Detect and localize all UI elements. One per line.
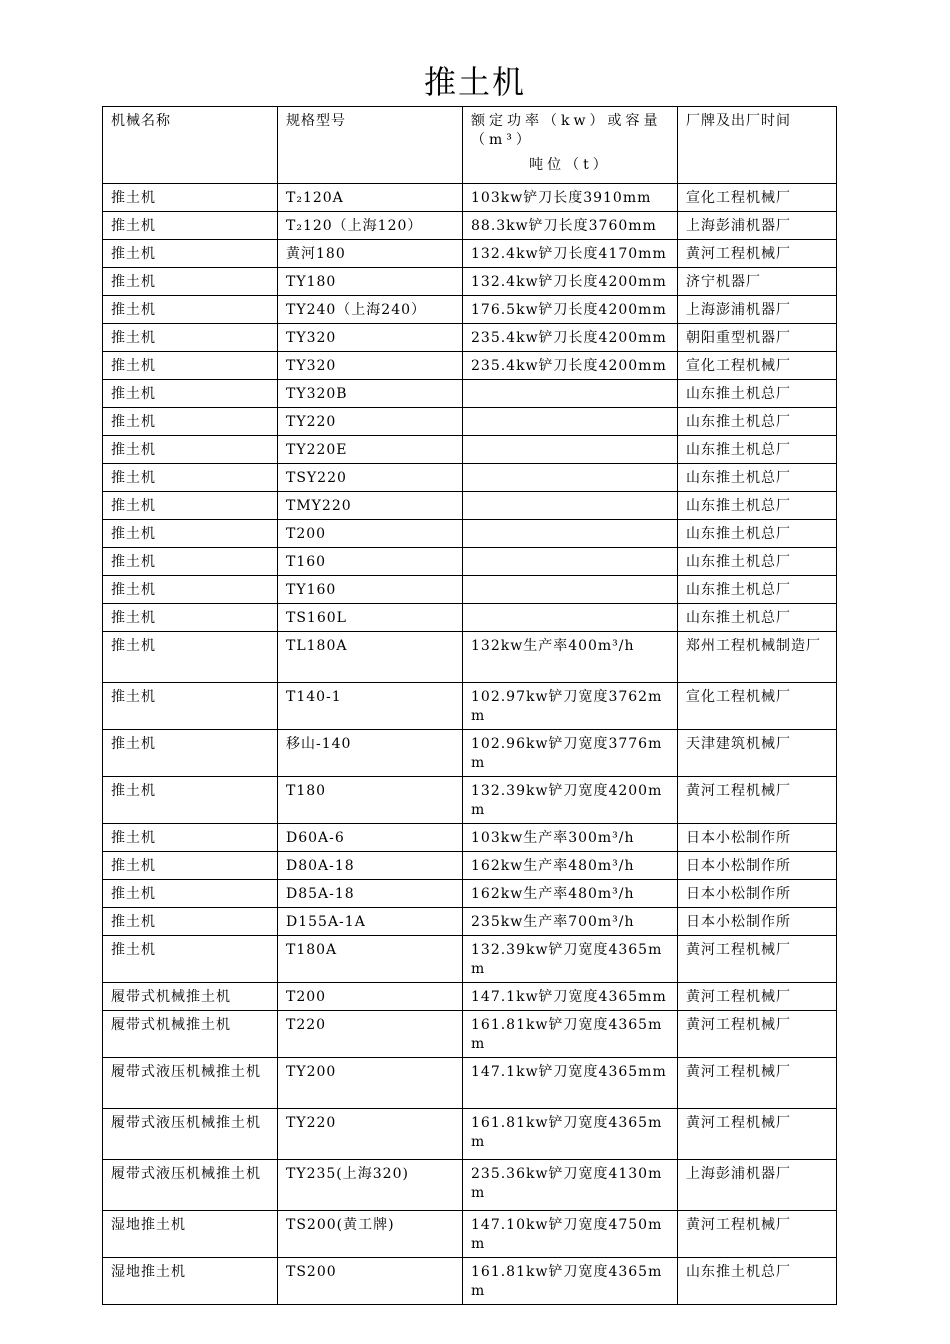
table-row <box>103 212 837 240</box>
cell-machine-name: 湿地推土机 <box>103 1258 278 1305</box>
table-row <box>103 1058 837 1109</box>
cell-power: 162kw生产率480m³/h <box>463 880 678 908</box>
cell-model: D85A-18 <box>278 880 463 908</box>
cell-model: T220 <box>278 1011 463 1058</box>
cell-power <box>463 408 678 436</box>
cell-model: T200 <box>278 520 463 548</box>
cell-model: T160 <box>278 548 463 576</box>
table-row <box>103 352 837 380</box>
cell-manufacturer: 山东推土机总厂 <box>678 520 837 548</box>
cell-power <box>463 380 678 408</box>
cell-model: T₂120A <box>278 184 463 212</box>
cell-power: 235.36kw铲刀宽度4130mm <box>463 1160 678 1211</box>
cell-manufacturer: 山东推土机总厂 <box>678 604 837 632</box>
cell-manufacturer: 山东推土机总厂 <box>678 380 837 408</box>
table-row <box>103 1160 837 1211</box>
cell-power: 102.97kw铲刀宽度3762mm <box>463 683 678 730</box>
cell-manufacturer: 黄河工程机械厂 <box>678 1058 837 1109</box>
table-row <box>103 777 837 824</box>
cell-model: TSY220 <box>278 464 463 492</box>
cell-power: 132kw生产率400m³/h <box>463 632 678 683</box>
cell-machine-name: 履带式液压机械推土机 <box>103 1109 278 1160</box>
cell-machine-name: 推土机 <box>103 520 278 548</box>
cell-model: TY320 <box>278 352 463 380</box>
cell-machine-name: 推土机 <box>103 824 278 852</box>
cell-power: 102.96kw铲刀宽度3776mm <box>463 730 678 777</box>
cell-power: 176.5kw铲刀长度4200mm <box>463 296 678 324</box>
cell-power: 132.39kw铲刀宽度4365mm <box>463 936 678 983</box>
cell-power: 161.81kw铲刀宽度4365mm <box>463 1109 678 1160</box>
cell-manufacturer: 上海彭浦机器厂 <box>678 1160 837 1211</box>
table-row <box>103 908 837 936</box>
cell-power: 147.10kw铲刀宽度4750mm <box>463 1211 678 1258</box>
table-row <box>103 492 837 520</box>
cell-model: D155A-1A <box>278 908 463 936</box>
cell-model: TMY220 <box>278 492 463 520</box>
cell-manufacturer: 济宁机器厂 <box>678 268 837 296</box>
cell-model: TY200 <box>278 1058 463 1109</box>
cell-manufacturer: 山东推土机总厂 <box>678 408 837 436</box>
cell-manufacturer: 朝阳重型机器厂 <box>678 324 837 352</box>
cell-manufacturer: 上海澎浦机器厂 <box>678 296 837 324</box>
cell-model: TY180 <box>278 268 463 296</box>
cell-power: 132.4kw铲刀长度4170mm <box>463 240 678 268</box>
cell-power: 161.81kw铲刀宽度4365mm <box>463 1011 678 1058</box>
cell-machine-name: 湿地推土机 <box>103 1211 278 1258</box>
table-row <box>103 880 837 908</box>
cell-power: 103kw铲刀长度3910mm <box>463 184 678 212</box>
table-row <box>103 632 837 683</box>
header-machine-name: 机械名称 <box>103 107 278 184</box>
cell-machine-name: 推土机 <box>103 576 278 604</box>
cell-manufacturer: 黄河工程机械厂 <box>678 983 837 1011</box>
cell-manufacturer: 山东推土机总厂 <box>678 464 837 492</box>
cell-machine-name: 推土机 <box>103 296 278 324</box>
cell-manufacturer: 日本小松制作所 <box>678 852 837 880</box>
cell-manufacturer: 日本小松制作所 <box>678 908 837 936</box>
table-header-row <box>103 107 837 184</box>
cell-model: T180 <box>278 777 463 824</box>
cell-machine-name: 推土机 <box>103 212 278 240</box>
cell-model: T140-1 <box>278 683 463 730</box>
cell-power: 147.1kw铲刀宽度4365mm <box>463 1058 678 1109</box>
page-title: 推土机 <box>423 63 526 101</box>
table-row <box>103 824 837 852</box>
table-row <box>103 548 837 576</box>
cell-model: 黄河180 <box>278 240 463 268</box>
cell-model: TY240（上海240） <box>278 296 463 324</box>
table-row <box>103 520 837 548</box>
cell-machine-name: 推土机 <box>103 936 278 983</box>
table-row <box>103 683 837 730</box>
cell-manufacturer: 山东推土机总厂 <box>678 1258 837 1305</box>
table-row <box>103 1011 837 1058</box>
table-row <box>103 436 837 464</box>
table-row <box>103 1258 837 1305</box>
header-tonnage: 吨位（t） <box>529 157 611 173</box>
cell-model: TY220E <box>278 436 463 464</box>
table-row <box>103 184 837 212</box>
cell-machine-name: 推土机 <box>103 548 278 576</box>
header-manufacturer: 厂牌及出厂时间 <box>678 107 837 184</box>
cell-model: TY235(上海320) <box>278 1160 463 1211</box>
cell-model: TS200 <box>278 1258 463 1305</box>
table-row <box>103 324 837 352</box>
cell-power <box>463 576 678 604</box>
cell-machine-name: 履带式机械推土机 <box>103 983 278 1011</box>
cell-machine-name: 推土机 <box>103 324 278 352</box>
cell-power: 161.81kw铲刀宽度4365mm <box>463 1258 678 1305</box>
table-row <box>103 1211 837 1258</box>
cell-model: T₂120（上海120） <box>278 212 463 240</box>
cell-manufacturer: 郑州工程机械制造厂 <box>678 632 837 683</box>
cell-machine-name: 推土机 <box>103 268 278 296</box>
cell-power <box>463 520 678 548</box>
cell-manufacturer: 山东推土机总厂 <box>678 492 837 520</box>
cell-power: 235.4kw铲刀长度4200mm <box>463 352 678 380</box>
table-row <box>103 268 837 296</box>
header-power-line1: 额定功率（kw）或容量（m³） <box>471 113 662 148</box>
cell-model: TS160L <box>278 604 463 632</box>
table-row <box>103 240 837 268</box>
cell-machine-name: 推土机 <box>103 777 278 824</box>
cell-model: D80A-18 <box>278 852 463 880</box>
cell-model: T200 <box>278 983 463 1011</box>
cell-manufacturer: 山东推土机总厂 <box>678 548 837 576</box>
cell-machine-name: 推土机 <box>103 436 278 464</box>
table-row <box>103 983 837 1011</box>
cell-power <box>463 436 678 464</box>
cell-machine-name: 推土机 <box>103 408 278 436</box>
cell-machine-name: 推土机 <box>103 380 278 408</box>
cell-machine-name: 推土机 <box>103 492 278 520</box>
cell-manufacturer: 宣化工程机械厂 <box>678 683 837 730</box>
cell-power: 103kw生产率300m³/h <box>463 824 678 852</box>
table-row <box>103 936 837 983</box>
cell-model: 移山-140 <box>278 730 463 777</box>
cell-model: D60A-6 <box>278 824 463 852</box>
cell-machine-name: 推土机 <box>103 604 278 632</box>
cell-power: 147.1kw铲刀宽度4365mm <box>463 983 678 1011</box>
table-row <box>103 576 837 604</box>
cell-manufacturer: 黄河工程机械厂 <box>678 1109 837 1160</box>
cell-power <box>463 492 678 520</box>
cell-power: 235.4kw铲刀长度4200mm <box>463 324 678 352</box>
table-row <box>103 852 837 880</box>
cell-machine-name: 推土机 <box>103 880 278 908</box>
bulldozer-table <box>102 106 837 1305</box>
table-row <box>103 464 837 492</box>
table-row <box>103 380 837 408</box>
cell-model: TY220 <box>278 1109 463 1160</box>
cell-manufacturer: 山东推土机总厂 <box>678 436 837 464</box>
table-row <box>103 296 837 324</box>
cell-manufacturer: 日本小松制作所 <box>678 824 837 852</box>
cell-power <box>463 548 678 576</box>
cell-machine-name: 推土机 <box>103 184 278 212</box>
cell-manufacturer: 山东推土机总厂 <box>678 576 837 604</box>
header-power-capacity <box>463 107 678 184</box>
cell-power: 132.4kw铲刀长度4200mm <box>463 268 678 296</box>
cell-manufacturer: 黄河工程机械厂 <box>678 240 837 268</box>
cell-machine-name: 推土机 <box>103 852 278 880</box>
cell-manufacturer: 黄河工程机械厂 <box>678 1011 837 1058</box>
cell-manufacturer: 上海彭浦机器厂 <box>678 212 837 240</box>
cell-manufacturer: 黄河工程机械厂 <box>678 1211 837 1258</box>
cell-model: TL180A <box>278 632 463 683</box>
cell-model: TY320 <box>278 324 463 352</box>
cell-manufacturer: 黄河工程机械厂 <box>678 777 837 824</box>
table-row <box>103 730 837 777</box>
cell-power: 162kw生产率480m³/h <box>463 852 678 880</box>
cell-machine-name: 推土机 <box>103 908 278 936</box>
cell-machine-name: 履带式机械推土机 <box>103 1011 278 1058</box>
cell-power: 235kw生产率700m³/h <box>463 908 678 936</box>
cell-manufacturer: 宣化工程机械厂 <box>678 184 837 212</box>
cell-machine-name: 推土机 <box>103 632 278 683</box>
cell-machine-name: 履带式液压机械推土机 <box>103 1058 278 1109</box>
header-model: 规格型号 <box>278 107 463 184</box>
cell-machine-name: 推土机 <box>103 240 278 268</box>
cell-manufacturer: 宣化工程机械厂 <box>678 352 837 380</box>
cell-manufacturer: 黄河工程机械厂 <box>678 936 837 983</box>
cell-power: 88.3kw铲刀长度3760mm <box>463 212 678 240</box>
cell-model: TY320B <box>278 380 463 408</box>
cell-power: 132.39kw铲刀宽度4200mm <box>463 777 678 824</box>
cell-machine-name: 推土机 <box>103 352 278 380</box>
cell-power <box>463 604 678 632</box>
cell-model: T180A <box>278 936 463 983</box>
cell-machine-name: 履带式液压机械推土机 <box>103 1160 278 1211</box>
cell-model: TY220 <box>278 408 463 436</box>
table-row <box>103 1109 837 1160</box>
table-row <box>103 408 837 436</box>
cell-machine-name: 推土机 <box>103 730 278 777</box>
cell-manufacturer: 天津建筑机械厂 <box>678 730 837 777</box>
cell-manufacturer: 日本小松制作所 <box>678 880 837 908</box>
cell-power <box>463 464 678 492</box>
cell-machine-name: 推土机 <box>103 464 278 492</box>
cell-machine-name: 推土机 <box>103 683 278 730</box>
cell-model: TS200(黄工牌) <box>278 1211 463 1258</box>
table-row <box>103 604 837 632</box>
cell-model: TY160 <box>278 576 463 604</box>
